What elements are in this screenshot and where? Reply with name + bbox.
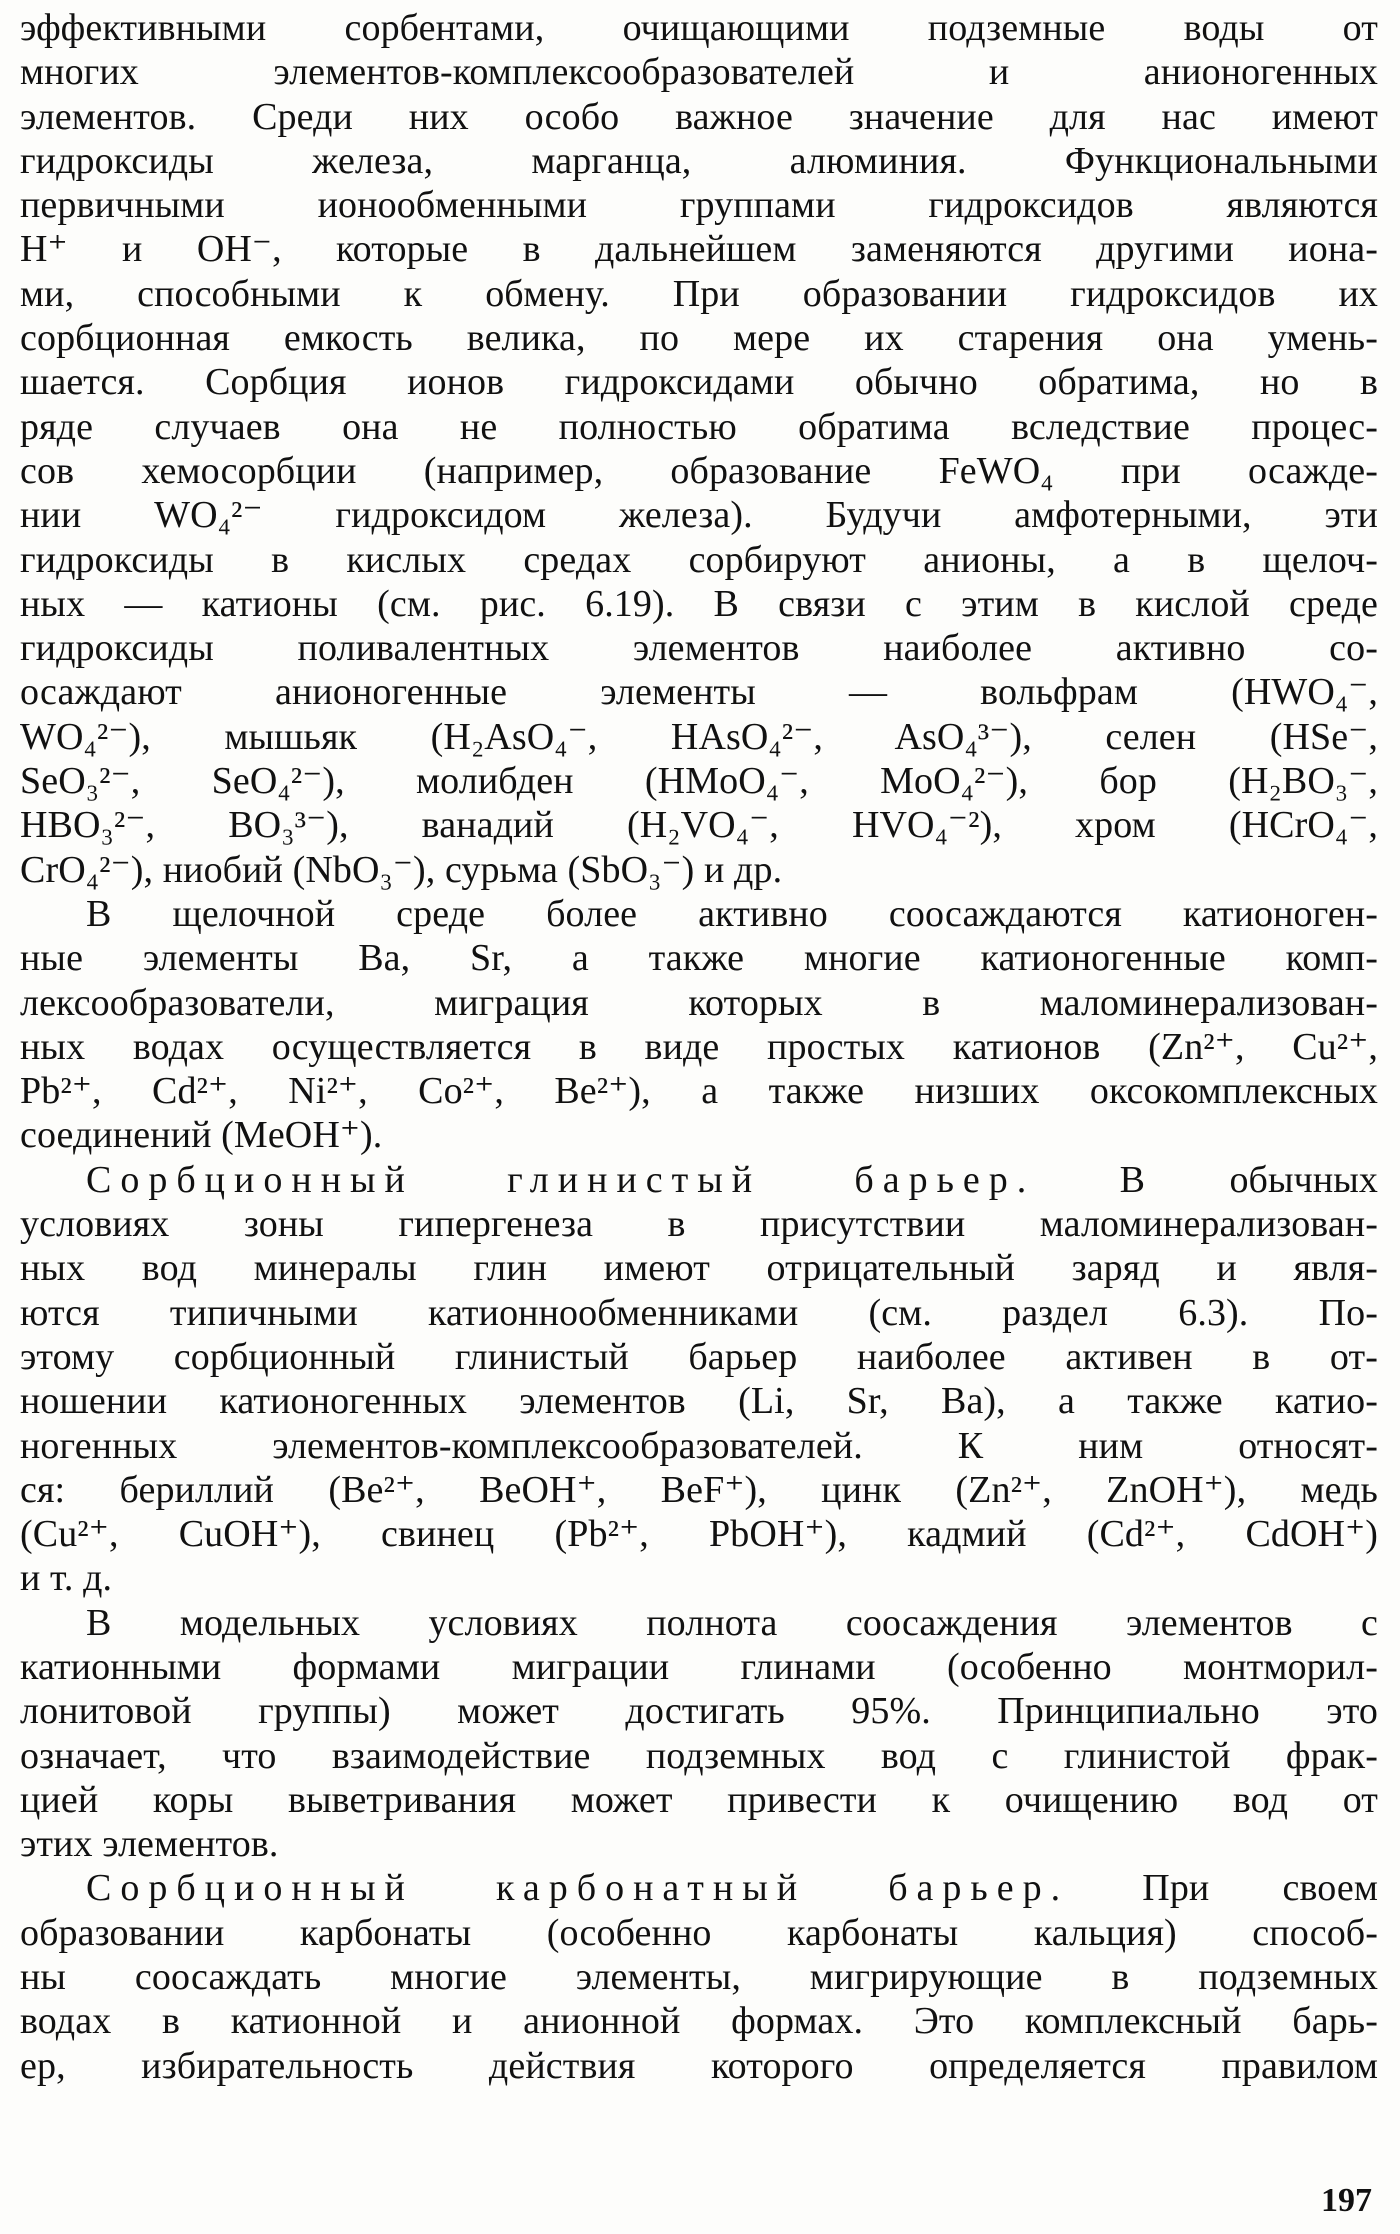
text-line: элементов. Среди них особо важное значение для нас имеют <box>20 95 1378 138</box>
text-line: условиях зоны гипергенеза в присутствии маломинерализован- <box>20 1203 1378 1246</box>
text-line: означает, что взаимодействие подземных вод с глинистой фрак- <box>20 1734 1378 1777</box>
text-line: ных вод минералы глин имеют отрицательный заряд и явля- <box>20 1247 1378 1290</box>
text-line: многих элементов-комплексообразователей и анионогенных <box>20 51 1378 94</box>
text-line: ны соосаждать многие элементы, мигрирующие в подземных <box>20 1956 1378 1999</box>
text-line: лонитовой группы) может достигать 95%. Принципиально это <box>20 1690 1378 1733</box>
text-line: нии WO₄²⁻ гидроксидом железа). Будучи амфотерными, эти <box>20 494 1378 537</box>
text-line: WO₄²⁻), мышьяк (H₂AsO₄⁻, HAsO₄²⁻, AsO₄³⁻), селен (HSe⁻, <box>20 715 1378 758</box>
text-line: этих элементов. <box>20 1823 279 1866</box>
text-line: шается. Сорбция ионов гидроксидами обычно обратима, но в <box>20 361 1378 404</box>
text-line: ных водах осуществляется в виде простых катионов (Zn²⁺, Cu²⁺, <box>20 1025 1378 1068</box>
text-line: цией коры выветривания может привести к очищению вод от <box>20 1778 1378 1821</box>
text-line: ношении катионогенных элементов (Li, Sr, Ba), а также катио- <box>20 1380 1378 1423</box>
text-line: ер, избирательность действия которого определяется правилом <box>20 2044 1378 2087</box>
text-line: образовании карбонаты (особенно карбонаты кальция) способ- <box>20 1911 1378 1954</box>
text-line: водах в катионной и анионной формах. Это комплексный барь- <box>20 2000 1378 2043</box>
text-line: лексообразователи, миграция которых в маломинерализован- <box>20 981 1378 1024</box>
text-line: HBO₃²⁻, BO₃³⁻), ванадий (H₂VO₄⁻, HVO₄⁻²), хром (HCrO₄⁻, <box>20 804 1378 847</box>
text-line: этому сорбционный глинистый барьер наиболее активен в от- <box>20 1335 1378 1378</box>
text-line: CrO₄²⁻), ниобий (NbO₃⁻), сурьма (SbO₃⁻) и др. <box>20 848 783 891</box>
paragraph-start-line: В щелочной среде более активно соосаждаются катионоген- <box>86 892 1378 935</box>
heading-continuation: При своем <box>1069 1867 1378 1910</box>
paragraph-start-line: В модельных условиях полнота соосаждения элементов с <box>86 1601 1378 1644</box>
section-heading-clay-barrier: Сорбционный глинистый барьер. <box>86 1158 1036 1201</box>
text-line: ные элементы Ba, Sr, а также многие катионогенные комп- <box>20 937 1378 980</box>
text-line: гидроксиды в кислых средах сорбируют анионы, а в щелоч- <box>20 538 1378 581</box>
text-line: H⁺ и OH⁻, которые в дальнейшем заменяются другими иона- <box>20 228 1378 271</box>
text-line: и т. д. <box>20 1557 113 1600</box>
text-line: гидроксиды поливалентных элементов наиболее активно со- <box>20 627 1378 670</box>
text-line: эффективными сорбентами, очищающими подземные воды от <box>20 7 1378 49</box>
text-line: ногенных элементов-комплексообразователей. К ним относят- <box>20 1424 1378 1467</box>
text-line: катионными формами миграции глинами (особенно монтморил- <box>20 1645 1378 1688</box>
text-line: ми, способными к обмену. При образовании гидроксидов их <box>20 272 1378 315</box>
text-line: ся: бериллий (Be²⁺, BeOH⁺, BeF⁺), цинк (Zn²⁺, ZnOH⁺), медь <box>20 1468 1378 1511</box>
section-heading-line <box>20 1866 1378 1910</box>
text-line: осаждают анионогенные элементы — вольфрам (HWO₄⁻, <box>20 671 1378 714</box>
text-line: сов хемосорбции (например, образование FeWO₄ при осажде- <box>20 449 1378 492</box>
section-heading-carbonate-barrier: Сорбционный карбонатный барьер. <box>86 1867 1070 1910</box>
body-text <box>20 6 1378 2088</box>
text-line: Pb²⁺, Cd²⁺, Ni²⁺, Co²⁺, Be²⁺), а также низших оксокомплексных <box>20 1070 1378 1113</box>
text-line: первичными ионообменными группами гидроксидов являются <box>20 184 1378 227</box>
text-line: ются типичными катионнообменниками (см. раздел 6.3). По- <box>20 1291 1378 1334</box>
text-line: SeO₃²⁻, SeO₄²⁻), молибден (HMoO₄⁻, MoO₄²⁻), бор (H₂BO₃⁻, <box>20 760 1378 803</box>
text-line: (Cu²⁺, CuOH⁺), свинец (Pb²⁺, PbOH⁺), кадмий (Cd²⁺, CdOH⁺) <box>20 1513 1378 1556</box>
section-heading-line <box>20 1158 1378 1202</box>
text-line: гидроксиды железа, марганца, алюминия. Функциональными <box>20 139 1378 182</box>
text-line: соединений (MeOH⁺). <box>20 1114 383 1157</box>
text-line: ряде случаев она не полностью обратима вследствие процес- <box>20 405 1378 448</box>
text-line: ных — катионы (см. рис. 6.19). В связи с этим в кислой среде <box>20 582 1378 625</box>
text-line: сорбционная емкость велика, по мере их старения она умень- <box>20 317 1378 360</box>
page-number: 197 <box>1321 2182 1372 2219</box>
heading-continuation: В обычных <box>1035 1158 1378 1201</box>
